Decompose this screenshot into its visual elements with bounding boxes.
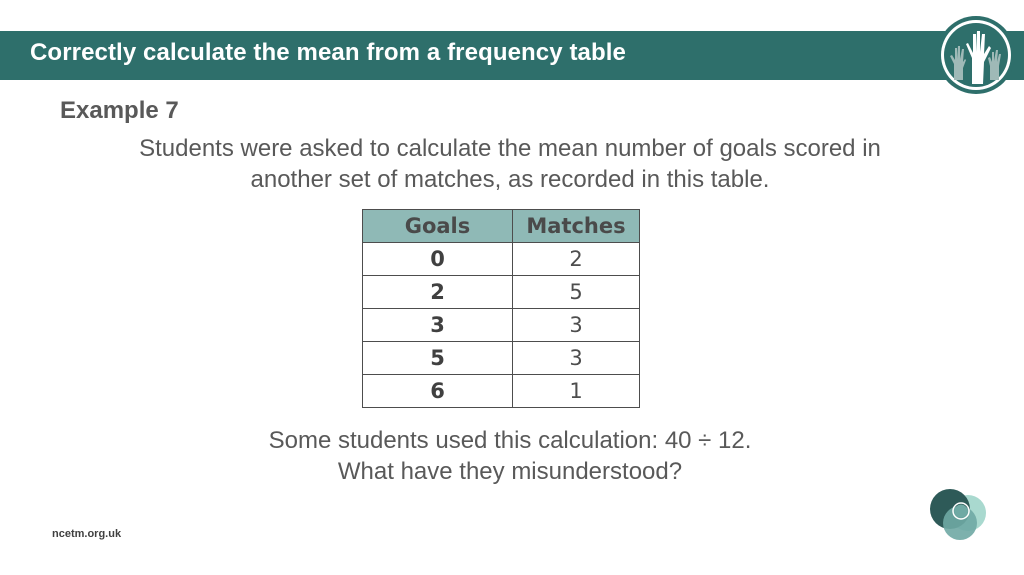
goals-cell: 6: [363, 375, 513, 408]
table-row: [363, 309, 640, 342]
goals-cell: 2: [363, 276, 513, 309]
intro-line-2: another set of matches, as recorded in this table.: [250, 166, 770, 193]
table-row: [363, 243, 640, 276]
matches-cell: 3: [513, 342, 640, 375]
slide-title: Correctly calculate the mean from a frequency table: [30, 39, 626, 66]
goals-cell: 5: [363, 342, 513, 375]
matches-cell: 2: [513, 243, 640, 276]
matches-cell: 3: [513, 309, 640, 342]
raised-hands-logo-icon: [936, 14, 1016, 96]
question-line-1: Some students used this calculation: 40 ÷ 12.: [268, 427, 752, 454]
question-line-2: What have they misunderstood?: [337, 458, 683, 485]
question-text: [60, 425, 960, 487]
table-row: [363, 276, 640, 309]
table-header-row: [363, 210, 640, 243]
example-label: Example 7: [60, 97, 179, 124]
header-matches: Matches: [513, 210, 640, 243]
matches-cell: 5: [513, 276, 640, 309]
overlapping-circles-icon: [928, 487, 990, 545]
footer-url: ncetm.org.uk: [52, 528, 122, 540]
table-row: [363, 342, 640, 375]
header-goals: Goals: [363, 210, 513, 243]
matches-cell: 1: [513, 375, 640, 408]
goals-cell: 0: [363, 243, 513, 276]
table-row: [363, 375, 640, 408]
goals-cell: 3: [363, 309, 513, 342]
intro-line-1: Students were asked to calculate the mean number of goals scored in: [139, 135, 881, 162]
frequency-table: [362, 209, 640, 408]
intro-text: [60, 133, 960, 195]
